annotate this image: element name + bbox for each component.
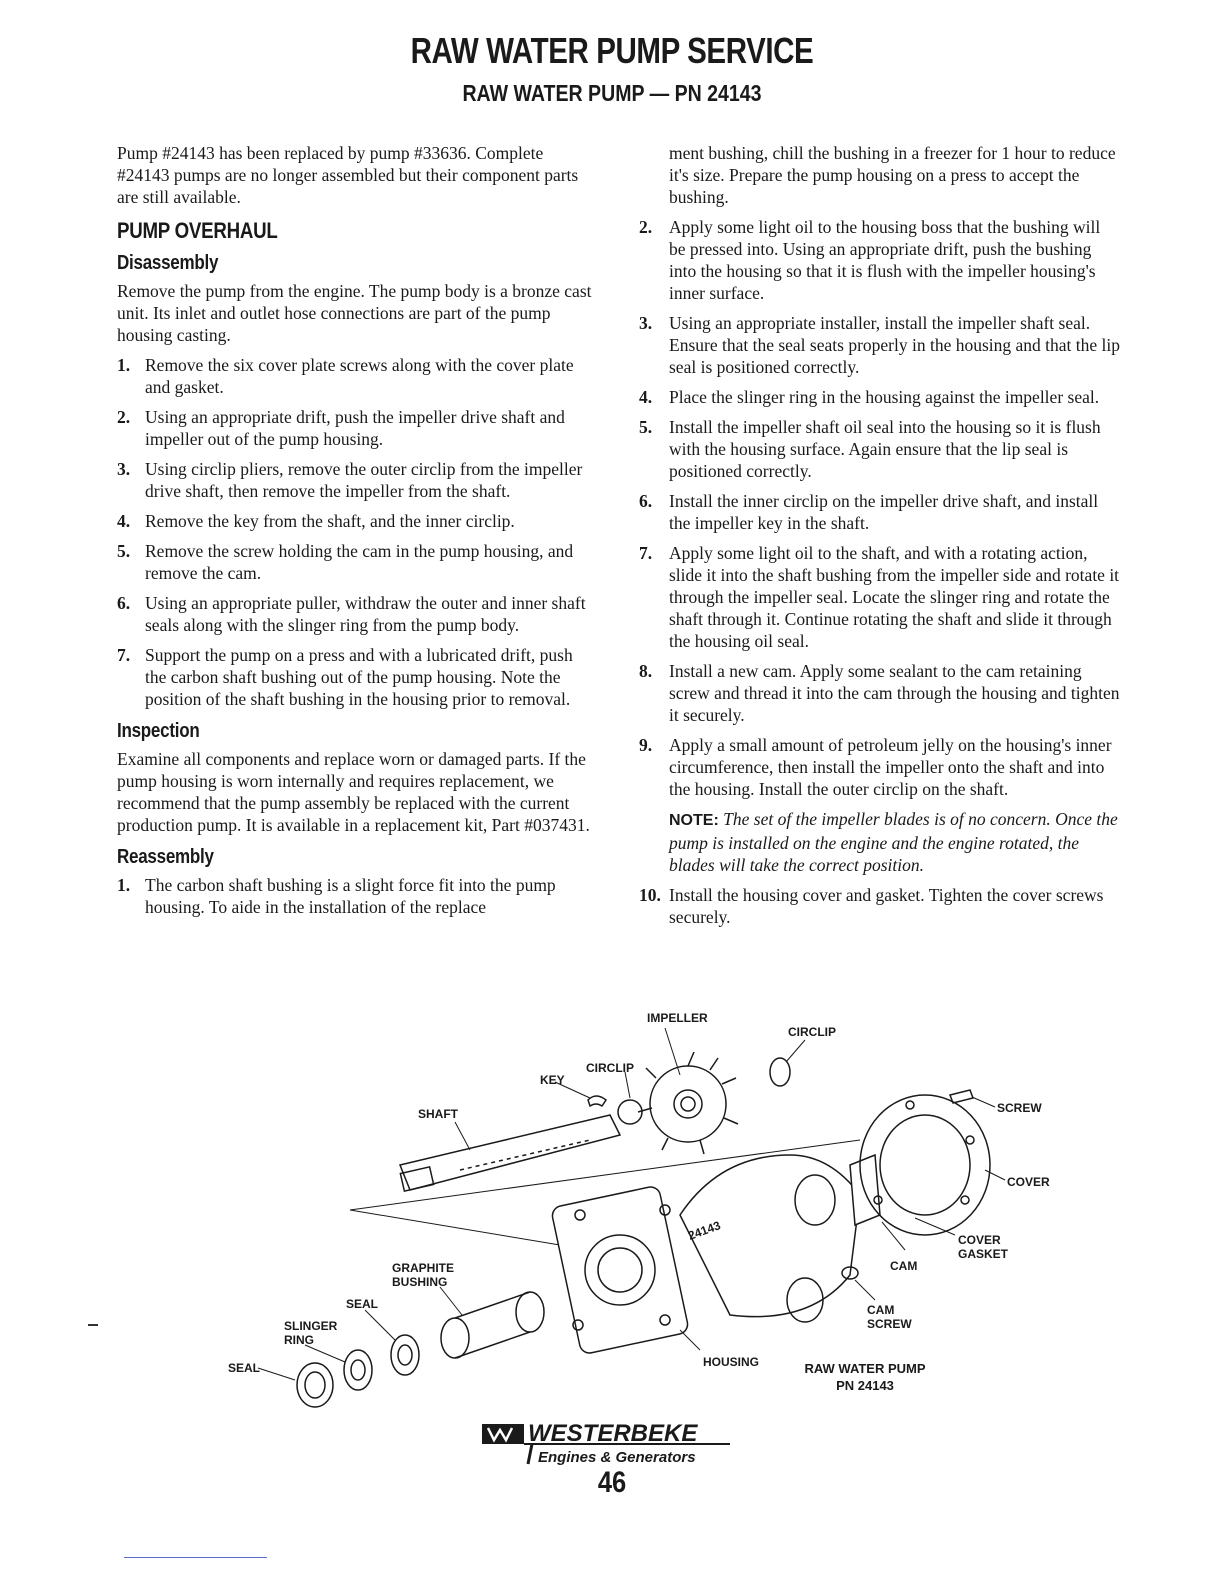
step-text: Using circlip pliers, remove the outer circlip from the impeller drive shaft, then remove the impeller from the shaft.: [145, 459, 583, 501]
note-label: NOTE:: [669, 812, 719, 829]
intro-paragraph: Pump #24143 has been replaced by pump #33636. Complete #24143 pumps are no longer assembled but their component parts are still available.: [117, 143, 579, 207]
step-number: 3.: [117, 459, 131, 479]
label-cam: CAM: [890, 1259, 918, 1273]
list-item: [117, 406, 595, 450]
step-text: Apply a small amount of petroleum jelly on the housing's inner circumference, then install the impeller onto the shaft and into the housing. Install the outer circlip on the shaft.: [669, 735, 1112, 799]
step-text: Using an appropriate puller, withdraw the outer and inner shaft seals along with the slinger ring from the pump body.: [145, 593, 586, 635]
step-number: 2.: [639, 217, 653, 237]
step-number: 2.: [117, 407, 131, 427]
graphite-bushing-part: [441, 1292, 544, 1358]
label-slinger-ring-1: SLINGER: [284, 1319, 338, 1333]
brand-tagline: Engines & Generators: [538, 1449, 696, 1466]
label-seal-inner: SEAL: [346, 1297, 379, 1311]
label-circlip-inner: CIRCLIP: [586, 1061, 634, 1075]
key-part: [588, 1096, 606, 1106]
step-text: Install a new cam. Apply some sealant to the cam retaining screw and thread it into the cam through the housing and tighten it securely.: [669, 661, 1120, 725]
reassembly-heading: Reassembly: [117, 846, 214, 868]
list-item: [639, 884, 1121, 928]
step-text: Place the slinger ring in the housing against the impeller seal.: [669, 387, 1100, 407]
list-item: [639, 490, 1121, 534]
step-text: Using an appropriate installer, install the impeller shaft seal. Ensure that the seal seats properly in the housing and that the lip seal is positioned correctly.: [669, 313, 1121, 377]
list-item: [639, 734, 1121, 800]
list-item: [117, 540, 595, 584]
pump-overhaul-heading: PUMP OVERHAUL: [117, 218, 278, 243]
list-item: [639, 216, 1121, 304]
reassembly-steps-start: [117, 874, 595, 918]
list-item: [117, 458, 595, 502]
inspection-text: Examine all components and replace worn or damaged parts. If the pump housing is worn internally and requires replacement, we recommend that the pump assembly be replaced with the current production pump. It is available in a replacement kit, Part #037431.: [117, 749, 590, 835]
page-title: RAW WATER PUMP SERVICE: [410, 30, 814, 71]
label-impeller: IMPELLER: [647, 1011, 708, 1025]
margin-mark: [88, 1324, 98, 1326]
step-text: Install the inner circlip on the impeller drive shaft, and install the impeller key in the shaft.: [669, 491, 1099, 533]
step-number: 8.: [639, 661, 653, 681]
label-circlip-outer: CIRCLIP: [788, 1025, 836, 1039]
diagram-caption: [790, 1360, 940, 1394]
footer-rule: [124, 1557, 267, 1558]
step-number: 1.: [117, 875, 131, 895]
brand-name: WESTERBEKE: [528, 1420, 698, 1447]
label-key: KEY: [540, 1073, 565, 1087]
label-seal-outer: SEAL: [228, 1361, 261, 1375]
caption-line-2: PN 24143: [836, 1378, 894, 1393]
housing-stamp: 24143: [686, 1218, 723, 1243]
shaft-part: [400, 1115, 620, 1191]
list-item: [639, 660, 1121, 726]
step-number: 5.: [639, 417, 653, 437]
label-shaft: SHAFT: [418, 1107, 458, 1121]
label-graphite-bushing-2: BUSHING: [392, 1275, 448, 1289]
label-cover-gasket-2: GASKET: [958, 1247, 1009, 1261]
label-housing: HOUSING: [703, 1355, 760, 1369]
list-item: [639, 312, 1121, 378]
disassembly-intro: Remove the pump from the engine. The pump body is a bronze cast unit. Its inlet and outlet hose connections are part of the pump housing casting.: [117, 281, 592, 345]
step-number: 6.: [117, 593, 131, 613]
step-number: 1.: [117, 355, 131, 375]
step-number: 4.: [117, 511, 131, 531]
label-cam-screw-2: SCREW: [867, 1317, 912, 1331]
left-column: [117, 142, 595, 926]
pump-exploded-diagram: [210, 1000, 1090, 1410]
impeller-part: [638, 1052, 738, 1154]
step-text: Remove the screw holding the cam in the pump housing, and remove the cam.: [145, 541, 574, 583]
list-item: [117, 644, 595, 710]
label-cover: COVER: [1007, 1175, 1050, 1189]
label-graphite-bushing-1: GRAPHITE: [392, 1261, 455, 1275]
note: [639, 808, 1121, 876]
outer-circlip-part: [770, 1058, 790, 1086]
inspection-heading: Inspection: [117, 720, 200, 742]
step-text: Apply some light oil to the housing boss that the bushing will be pressed into. Using an appropriate drift, push the bushing into the housing so that it is flush with the impeller housing's inner surface.: [669, 217, 1101, 303]
step-text: Remove the six cover plate screws along with the cover plate and gasket.: [145, 355, 574, 397]
page-subtitle: RAW WATER PUMP — PN 24143: [462, 80, 762, 106]
step-number: 3.: [639, 313, 653, 333]
list-item: [639, 542, 1121, 652]
label-slinger-ring-2: RING: [284, 1333, 314, 1347]
step-text: Support the pump on a press and with a lubricated drift, push the carbon shaft bushing out of the pump housing. Note the position of the shaft bushing in the housing prior to removal.: [145, 645, 573, 709]
label-screw: SCREW: [997, 1101, 1042, 1115]
reassembly-steps-end: [639, 884, 1121, 928]
step-continuation: ment bushing, chill the bushing in a freezer for 1 hour to reduce it's size. Prepare the pump housing on a press to accept the bushing.: [669, 143, 1116, 207]
step-text: Remove the key from the shaft, and the inner circlip.: [145, 511, 515, 531]
outer-seal-part: [297, 1363, 333, 1407]
label-cover-gasket-1: COVER: [958, 1233, 1001, 1247]
step-number: 7.: [639, 543, 653, 563]
disassembly-heading: Disassembly: [117, 252, 219, 274]
list-item: [117, 510, 595, 532]
right-column: [639, 142, 1121, 936]
step-text: Using an appropriate drift, push the impeller drive shaft and impeller out of the pump housing.: [145, 407, 565, 449]
step-text: Install the impeller shaft oil seal into the housing so it is flush with the housing surface. Again ensure that the lip seal is positioned correctly.: [669, 417, 1101, 481]
cam-part: [850, 1155, 880, 1225]
step-number: 6.: [639, 491, 653, 511]
step-text: Apply some light oil to the shaft, and with a rotating action, slide it into the shaft bushing from the impeller side and rotate it through the impeller seal. Locate the slinger ring and rotate the shaft through it. Continue rotating the shaft and slide it through the housing oil seal.: [669, 543, 1120, 651]
page-number: 46: [597, 1466, 627, 1499]
step-number: 7.: [117, 645, 131, 665]
step-number: 10.: [639, 885, 661, 905]
list-item: [117, 592, 595, 636]
list-item: [639, 386, 1121, 408]
westerbeke-logo: [480, 1418, 750, 1468]
list-item: [117, 354, 595, 398]
reassembly-steps: [639, 216, 1121, 800]
note-text: The set of the impeller blades is of no concern. Once the pump is installed on the engine and the engine rotated, the blades will take the correct position.: [669, 809, 1118, 875]
housing-part: [551, 1155, 860, 1355]
inner-seal-part: [391, 1335, 419, 1375]
list-item: [117, 874, 595, 918]
step-text: The carbon shaft bushing is a slight force fit into the pump housing. To aide in the installation of the replace: [145, 875, 556, 917]
cover-part: [860, 1095, 990, 1235]
slinger-ring-part: [344, 1350, 372, 1390]
label-cam-screw-1: CAM: [867, 1303, 895, 1317]
disassembly-steps: [117, 354, 595, 710]
step-text: Install the housing cover and gasket. Tighten the cover screws securely.: [669, 885, 1104, 927]
list-item: [639, 416, 1121, 482]
step-number: 5.: [117, 541, 131, 561]
step-number: 4.: [639, 387, 653, 407]
step-number: 9.: [639, 735, 653, 755]
caption-line-1: RAW WATER PUMP: [804, 1361, 926, 1376]
